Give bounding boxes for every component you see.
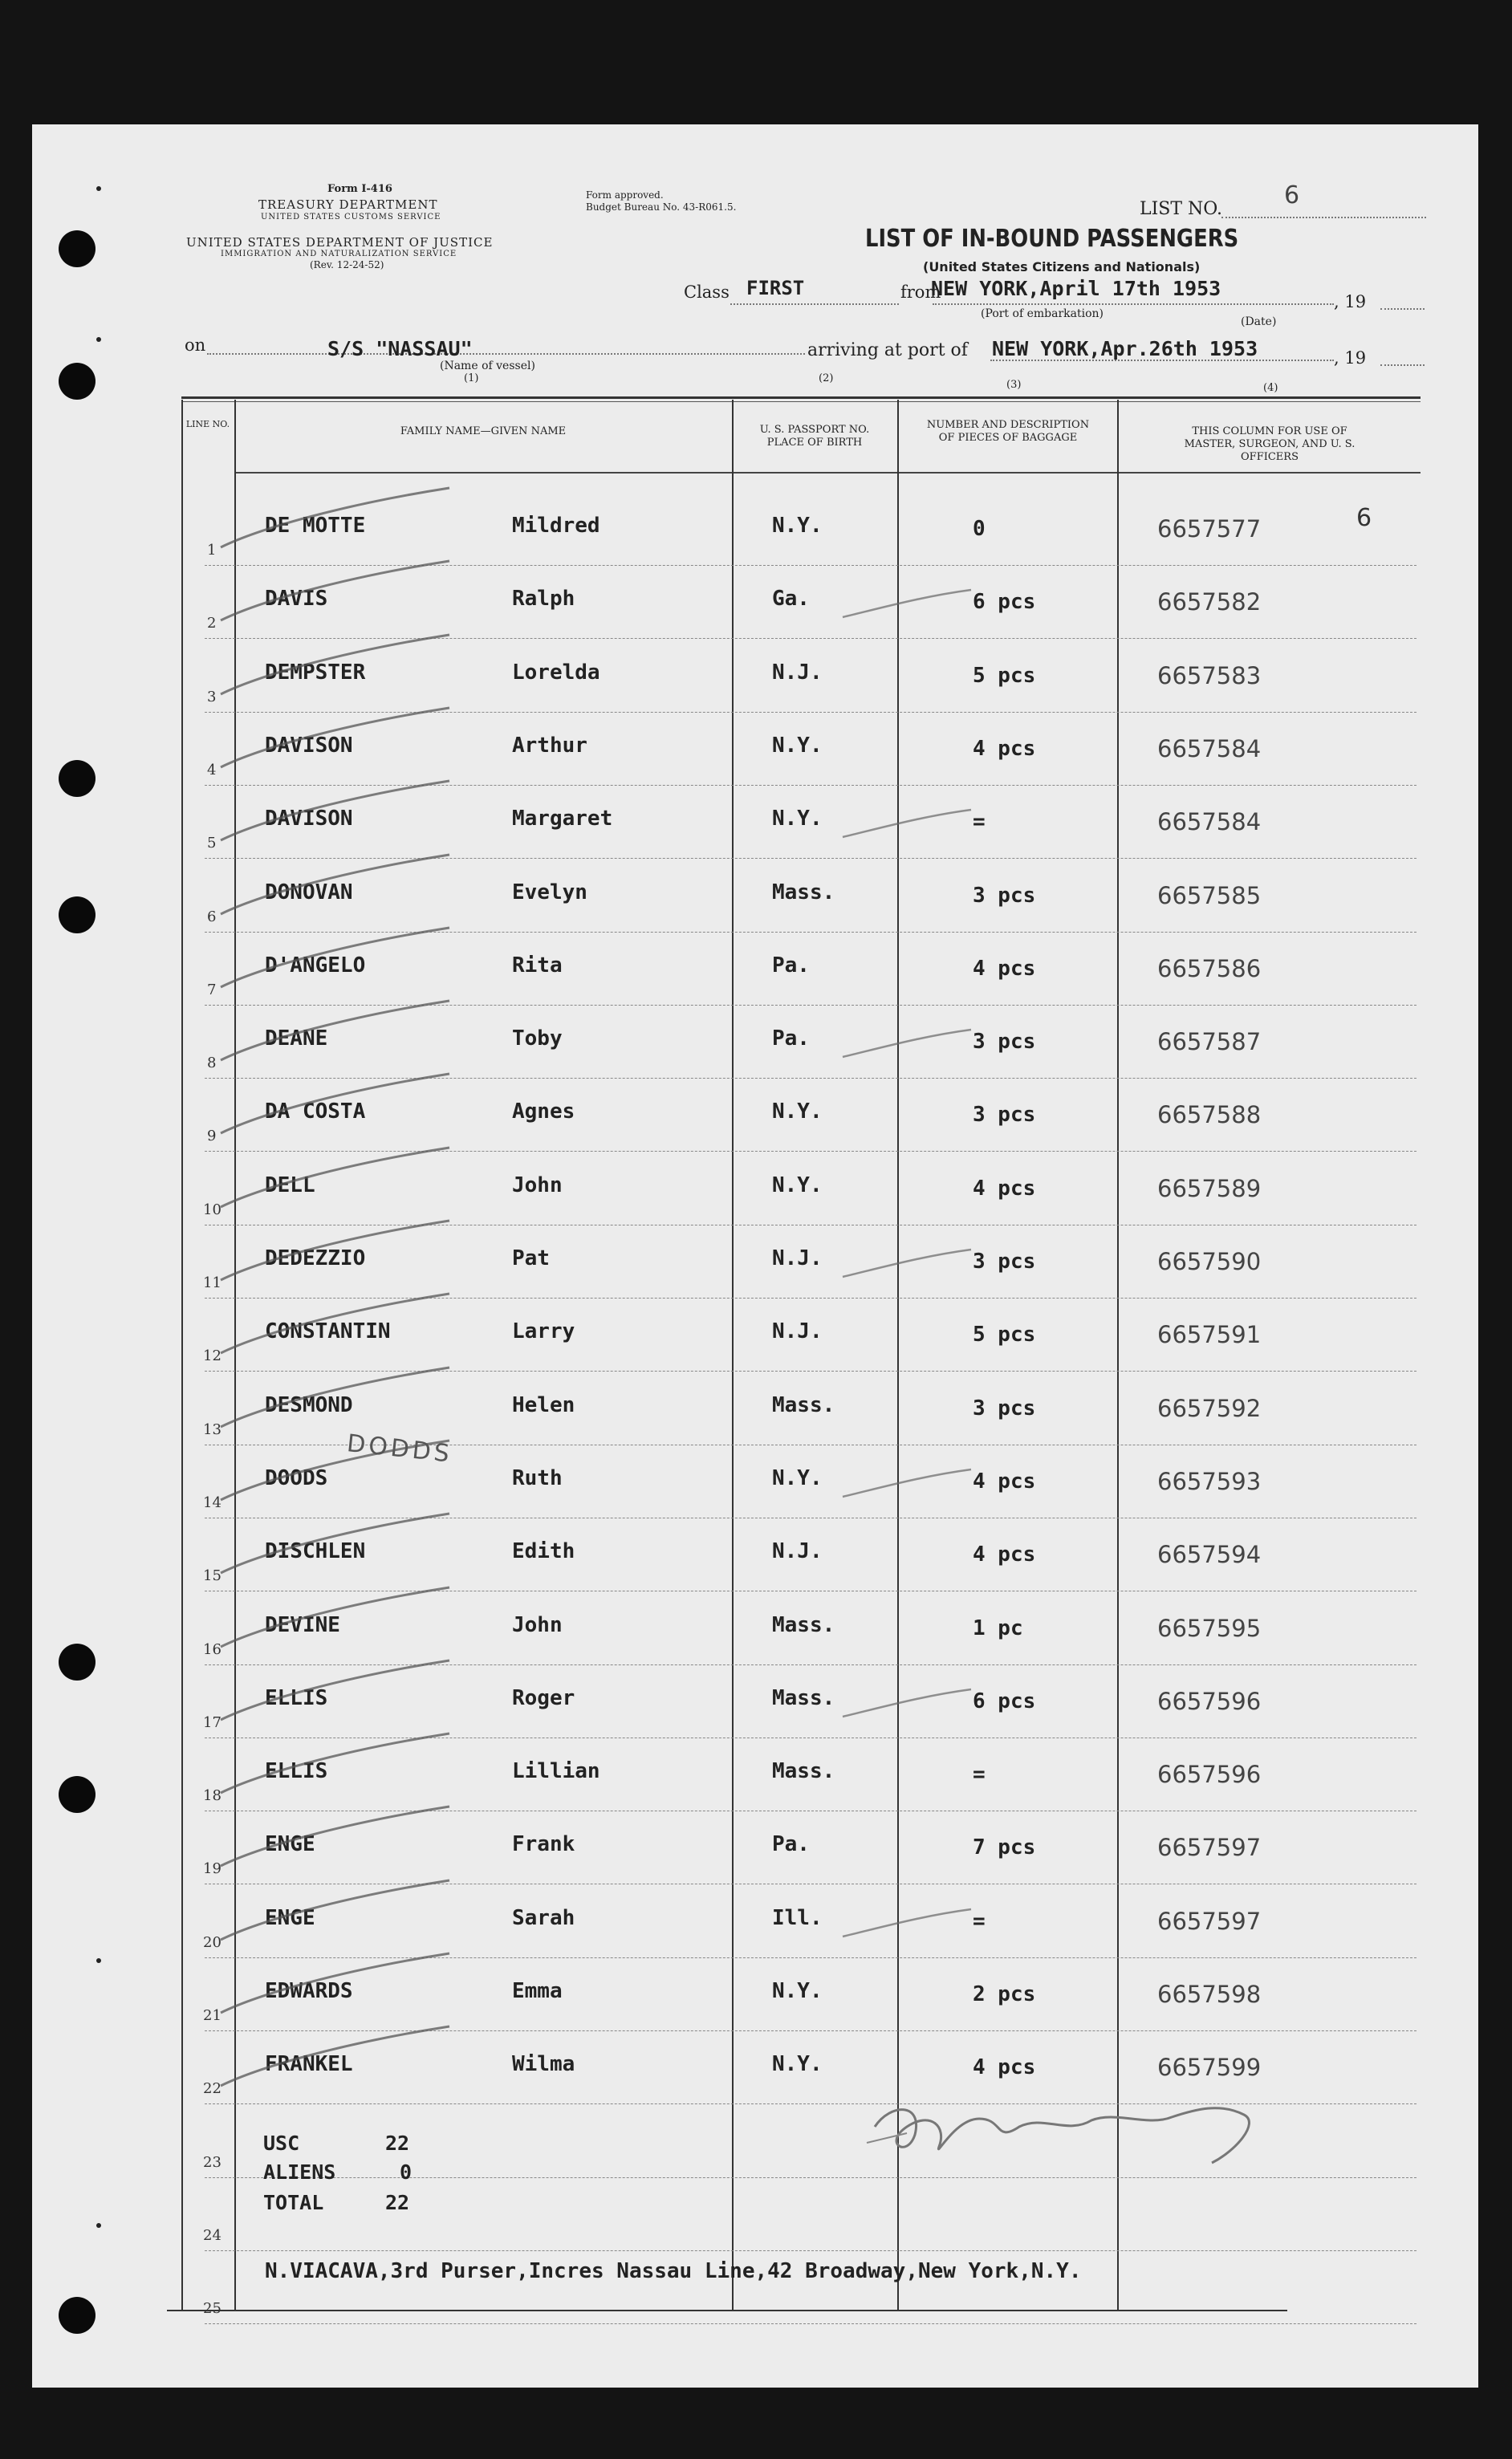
place-of-birth: N.Y.: [772, 1099, 823, 1124]
officer-number: 6657585: [1157, 882, 1262, 909]
row-divider: [205, 1957, 1416, 1958]
place-of-birth: N.Y.: [772, 1979, 823, 2003]
officer-number: 6657591: [1157, 1321, 1262, 1348]
line-number: 5: [207, 835, 217, 852]
budget-bureau: Budget Bureau No. 43-R061.5.: [586, 201, 737, 213]
baggage: 3 pcs: [973, 1030, 1036, 1054]
year-suffix-2: , 19: [1334, 348, 1367, 368]
year-suffix-1: , 19: [1334, 292, 1367, 311]
line-number: 11: [203, 1274, 222, 1291]
family-name: DE MOTTE: [265, 514, 366, 538]
line-number: 25: [203, 2300, 222, 2317]
officer-number: 6657598: [1157, 1981, 1262, 2008]
family-name: DEANE: [265, 1026, 328, 1051]
line-number: 16: [203, 1641, 222, 1658]
line-number: 24: [203, 2227, 222, 2244]
family-name: ELLIS: [265, 1759, 328, 1783]
given-name: Wilma: [512, 2052, 575, 2076]
line-number: 8: [207, 1055, 217, 1071]
row-divider: [205, 2250, 1416, 2251]
given-name: Lillian: [512, 1759, 600, 1783]
given-name: Sarah: [512, 1906, 575, 1930]
family-name: DAVISON: [265, 807, 353, 831]
binder-hole: [59, 896, 96, 933]
baggage: 2 pcs: [973, 1982, 1036, 2006]
line-number: 7: [207, 982, 217, 998]
page-title: LIST OF IN-BOUND PASSENGERS: [865, 225, 1239, 253]
place-of-birth: Mass.: [772, 880, 835, 904]
baggage: 4 pcs: [973, 2055, 1036, 2079]
family-name: DOODS: [265, 1466, 328, 1490]
line-number: 13: [203, 1421, 222, 1438]
family-name: DEDEZZIO: [265, 1246, 366, 1270]
place-of-birth: Pa.: [772, 953, 810, 978]
given-name: Roger: [512, 1686, 575, 1710]
table-top-border: [181, 396, 1421, 399]
page-subtitle: (United States Citizens and Nationals): [923, 259, 1201, 274]
line-number: 21: [203, 2007, 222, 2024]
given-name: Evelyn: [512, 880, 587, 904]
baggage: 5 pcs: [973, 1323, 1036, 1347]
col-header-officers: THIS COLUMN FOR USE OF MASTER, SURGEON, AND U. S. OFFICERS: [1184, 425, 1356, 463]
baggage: 5 pcs: [973, 664, 1036, 688]
line-number: 2: [207, 615, 217, 632]
given-name: Toby: [512, 1026, 563, 1051]
officer-number: 6657586: [1157, 955, 1262, 982]
given-name: John: [512, 1173, 563, 1197]
line-number: 15: [203, 1567, 222, 1584]
form-number: Form I-416: [327, 183, 392, 195]
purser-footer: N.VIACAVA,3rd Purser,Incres Nassau Line,42 Broadway,New York,N.Y.: [265, 2259, 1082, 2283]
place-of-birth: Mass.: [772, 1759, 835, 1783]
row-divider: [205, 2030, 1416, 2031]
line-number: 17: [203, 1714, 222, 1731]
place-of-birth: N.J.: [772, 660, 823, 685]
row-divider: [205, 712, 1416, 713]
col-num-3: (3): [1006, 379, 1022, 391]
place-of-birth: N.Y.: [772, 734, 823, 758]
family-name: ELLIS: [265, 1686, 328, 1710]
row-divider: [205, 2103, 1416, 2104]
baggage: 0: [973, 517, 986, 541]
line-number: 18: [203, 1787, 222, 1804]
given-name: Mildred: [512, 514, 600, 538]
officer-number: 6657596: [1157, 1761, 1262, 1788]
table-bottom-border: [167, 2310, 1287, 2311]
given-name: Larry: [512, 1319, 575, 1343]
given-name: Ralph: [512, 587, 575, 611]
place-of-birth: N.Y.: [772, 1173, 823, 1197]
col-header-name: FAMILY NAME—GIVEN NAME: [400, 425, 567, 437]
line-number: 3: [207, 689, 217, 705]
row-divider: [205, 1664, 1416, 1665]
row-divider: [205, 1005, 1416, 1006]
line-number: 10: [203, 1201, 222, 1218]
officer-number: 6657577: [1157, 515, 1262, 543]
binder-hole: [59, 1644, 96, 1681]
given-name: John: [512, 1613, 563, 1637]
family-name: CONSTANTIN: [265, 1319, 391, 1343]
arriving-label: arriving at port of: [807, 340, 968, 360]
baggage: 4 pcs: [973, 737, 1036, 761]
baggage: 3 pcs: [973, 1103, 1036, 1127]
aliens-value: 0: [400, 2160, 413, 2184]
baggage: 1 pc: [973, 1616, 1023, 1640]
list-number: 6: [1284, 181, 1300, 209]
col-num-2: (2): [819, 372, 834, 384]
family-name: D'ANGELO: [265, 953, 366, 978]
aliens-label: ALIENS: [263, 2160, 336, 2184]
baggage: 4 pcs: [973, 1177, 1036, 1201]
revision-date: (Rev. 12-24-52): [310, 259, 384, 270]
handwritten-list-mark: 6: [1356, 504, 1372, 532]
class-label: Class: [684, 282, 730, 302]
binder-hole: [59, 1776, 96, 1813]
usc-label: USC: [263, 2132, 300, 2155]
row-divider: [205, 638, 1416, 639]
place-of-birth: Ill.: [772, 1906, 823, 1930]
row-divider: [205, 2177, 1416, 2178]
officer-number: 6657583: [1157, 662, 1262, 689]
officer-number: 6657593: [1157, 1468, 1262, 1495]
line-number: 1: [207, 542, 217, 559]
class-value: FIRST: [746, 277, 805, 299]
customs-service: UNITED STATES CUSTOMS SERVICE: [261, 213, 441, 222]
baggage: 4 pcs: [973, 957, 1036, 981]
row-divider: [205, 1371, 1416, 1372]
officer-number: 6657582: [1157, 588, 1262, 616]
row-divider: [205, 932, 1416, 933]
usc-value: 22: [385, 2132, 410, 2155]
line-number: 22: [203, 2080, 222, 2097]
officer-number: 6657588: [1157, 1101, 1262, 1128]
officer-number: 6657584: [1157, 808, 1262, 835]
from-label: from: [900, 282, 941, 302]
officer-number: 6657584: [1157, 735, 1262, 762]
given-name: Agnes: [512, 1099, 575, 1124]
officer-number: 6657599: [1157, 2054, 1262, 2081]
row-divider: [205, 1151, 1416, 1152]
arriving-value: NEW YORK,Apr.26th 1953: [992, 337, 1258, 360]
place-of-birth: Pa.: [772, 1832, 810, 1856]
col-num-4: (4): [1263, 382, 1278, 394]
family-name: DELL: [265, 1173, 315, 1197]
officer-number: 6657587: [1157, 1028, 1262, 1055]
row-divider: [205, 858, 1416, 859]
baggage: 6 pcs: [973, 590, 1036, 614]
family-name: DA COSTA: [265, 1099, 366, 1124]
list-label: LIST NO.: [1140, 199, 1223, 219]
from-value: NEW YORK,April 17th 1953: [931, 277, 1221, 300]
family-name: DISCHLEN: [265, 1539, 366, 1563]
family-name: ENGE: [265, 1906, 315, 1930]
place-of-birth: N.J.: [772, 1246, 823, 1270]
line-number: 6: [207, 908, 217, 925]
place-of-birth: Mass.: [772, 1686, 835, 1710]
col-header-passport: U. S. PASSPORT NO. PLACE OF BIRTH: [759, 424, 870, 449]
document-page: [32, 124, 1478, 2388]
baggage: 4 pcs: [973, 1542, 1036, 1567]
immigration-service: IMMIGRATION AND NATURALIZATION SERVICE: [221, 250, 457, 258]
officer-number: 6657594: [1157, 1541, 1262, 1568]
place-of-birth: Mass.: [772, 1393, 835, 1417]
place-of-birth: Mass.: [772, 1613, 835, 1637]
family-name: ENGE: [265, 1832, 315, 1856]
baggage: =: [973, 810, 986, 834]
col-num-1: (1): [464, 372, 479, 384]
treasury-department: TREASURY DEPARTMENT: [258, 197, 438, 212]
place-of-birth: Pa.: [772, 1026, 810, 1051]
line-number: 20: [203, 1934, 222, 1951]
officer-number: 6657597: [1157, 1834, 1262, 1861]
given-name: Margaret: [512, 807, 613, 831]
family-name: EDWARDS: [265, 1979, 353, 2003]
on-label: on: [185, 335, 206, 355]
baggage: 6 pcs: [973, 1689, 1036, 1713]
given-name: Frank: [512, 1832, 575, 1856]
handwritten-dodds-correction: DODDS: [345, 1429, 454, 1469]
place-of-birth: N.Y.: [772, 514, 823, 538]
place-of-birth: Ga.: [772, 587, 810, 611]
line-number: 9: [207, 1128, 217, 1144]
place-of-birth: N.Y.: [772, 807, 823, 831]
family-name: DAVISON: [265, 734, 353, 758]
given-name: Rita: [512, 953, 563, 978]
binder-hole: [59, 363, 96, 400]
col-header-line: LINE NO.: [185, 419, 230, 429]
binder-hole: [59, 760, 96, 797]
row-divider: [205, 785, 1416, 786]
baggage: 3 pcs: [973, 1250, 1036, 1274]
given-name: Lorelda: [512, 660, 600, 685]
line-number: 23: [203, 2154, 222, 2171]
baggage: =: [973, 1762, 986, 1786]
place-of-birth: N.Y.: [772, 2052, 823, 2076]
family-name: DEVINE: [265, 1613, 340, 1637]
officer-number: 6657595: [1157, 1615, 1262, 1642]
officer-number: 6657592: [1157, 1395, 1262, 1422]
col-header-baggage: NUMBER AND DESCRIPTION OF PIECES OF BAGGAGE: [926, 419, 1090, 444]
place-of-birth: N.Y.: [772, 1466, 823, 1490]
justice-department: UNITED STATES DEPARTMENT OF JUSTICE: [186, 235, 494, 250]
port-embarkation-label: (Port of embarkation): [981, 307, 1104, 320]
given-name: Emma: [512, 1979, 563, 2003]
family-name: FRANKEL: [265, 2052, 353, 2076]
line-number: 4: [207, 762, 217, 778]
officer-number: 6657597: [1157, 1908, 1262, 1935]
baggage: 7 pcs: [973, 1835, 1036, 1859]
officer-number: 6657596: [1157, 1688, 1262, 1715]
vessel-name: S/S "NASSAU": [327, 337, 473, 360]
place-of-birth: N.J.: [772, 1539, 823, 1563]
officer-number: 6657589: [1157, 1175, 1262, 1202]
total-value: 22: [385, 2191, 410, 2214]
baggage: 3 pcs: [973, 1396, 1036, 1421]
given-name: Ruth: [512, 1466, 563, 1490]
total-label: TOTAL: [263, 2191, 324, 2214]
family-name: DEMPSTER: [265, 660, 366, 685]
given-name: Arthur: [512, 734, 587, 758]
baggage: 3 pcs: [973, 884, 1036, 908]
row-divider: [205, 1298, 1416, 1299]
place-of-birth: N.J.: [772, 1319, 823, 1343]
baggage: =: [973, 1909, 986, 1933]
date-label: (Date): [1241, 315, 1277, 328]
vessel-label: (Name of vessel): [440, 360, 535, 372]
form-approved: Form approved.: [586, 189, 664, 201]
family-name: DAVIS: [265, 587, 328, 611]
family-name: DONOVAN: [265, 880, 353, 904]
given-name: Pat: [512, 1246, 550, 1270]
row-divider: [205, 2323, 1416, 2324]
family-name: DESMOND: [265, 1393, 353, 1417]
row-divider: [205, 565, 1416, 566]
baggage: 4 pcs: [973, 1469, 1036, 1494]
line-number: 14: [203, 1494, 222, 1511]
binder-hole: [59, 2297, 96, 2334]
given-name: Helen: [512, 1393, 575, 1417]
row-divider: [205, 1078, 1416, 1079]
line-number: 12: [203, 1347, 222, 1364]
officer-number: 6657590: [1157, 1248, 1262, 1275]
binder-hole: [59, 230, 96, 267]
line-number: 19: [203, 1860, 222, 1877]
given-name: Edith: [512, 1539, 575, 1563]
